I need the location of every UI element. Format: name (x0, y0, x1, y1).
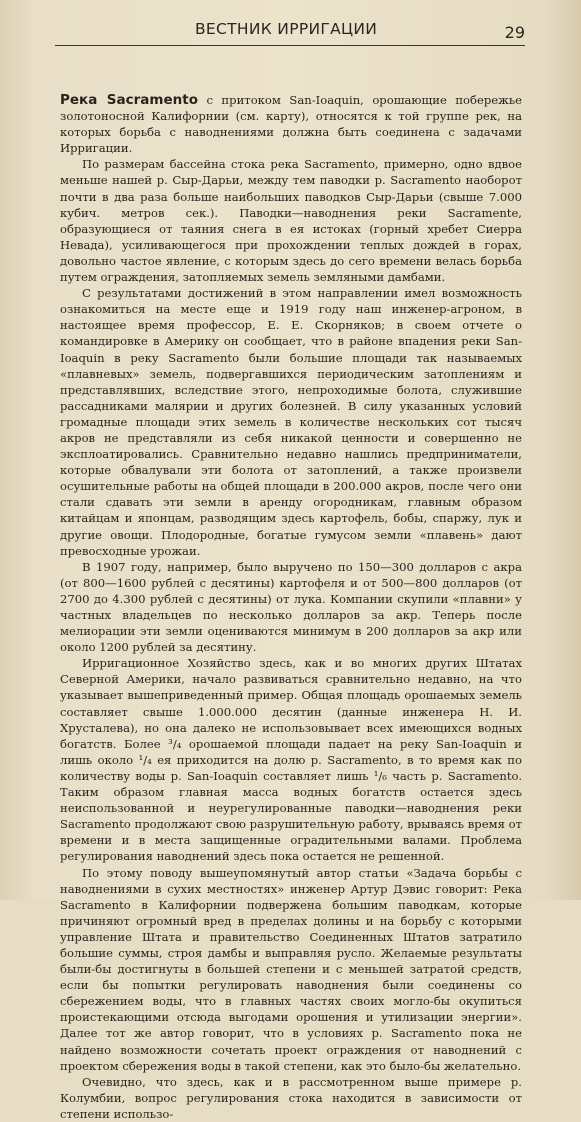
paragraph: Очевидно, что здесь, как и в рассмотренном выше примере р. Колумбии, вопрос регулирования стока находится в зависимости от степени использо- (60, 1074, 522, 1121)
paragraph: По размерам бассейна стока река Sacramento, примерно, одно вдвое меньше нашей р. Сыр-Дарьи, между тем паводки р. Sacramento наоборот почти в два раза больше наибольших паводков Сыр-Дарьи (свыше 7.000 кубич. метров сек.). Паводки—наводнения реки Sacramente, образующиеся от таяния снега в ея истоках (горный хребет Сиерра Невада), усиливающегося при прохождении теплых дождей в горах, довольно частое явление, с которым здесь до сего времени велась борьба путем ограждения, затопляемых земель земляными дамбами. (60, 157, 522, 285)
running-head: ВЕСТНИК ИРРИГАЦИИ (195, 20, 378, 38)
article-body (60, 92, 522, 1122)
page-header (55, 14, 525, 44)
lead-paragraph (60, 92, 522, 156)
paragraph: С результатами достижений в этом направлении имел возможность ознакомиться на месте еще и 1919 году наш инженер-агроном, в настоящее время профессор, Е. Е. Скорняков; в своем отчете о командировке в Америку он сообщает, что в районе впадения реки San-Ioaquin в реку Sacramento были большие площади так называемых «плавневых» земель, подвергавшихся периодическим затоплениям и представлявших, вследствие этого, непроходимые болота, служившие рассадниками малярии и других болезней. В силу указанных условий громадные площади этих земель в количестве нескольких сот тысяч акров не представляли из себя никакой ценности и совершенно не эксплоатировались. Сравнительно недавно нашлись предприниматели, которые обвалували эти болота от затоплений, а также произвели осушительные работы на общей площади в 200.000 акров, после чего они стали сдавать эти земли в аренду огородникам, главным образом китайцам и японцам, разводящим здесь картофель, бобы, спаржу, лук и другие овощи. Плодородные, богатые гумусом земли «плавень» дают превосходные урожаи. (60, 286, 522, 558)
paragraph: По этому поводу вышеупомянутый автор статьи «Задача борьбы с наводнениями в сухих местностях» инженер Артур Дэвис говорит: Река Sacramento в Калифорнии подвержена большим паводкам, которые причиняют огромный вред в пределах долины и на борьбу с которыми управление Штата и правительство Соединенных Штатов затратило большие суммы, строя дамбы и выправляя русло. Желаемые результаты были-бы достигнуты в большей степени и с меньшей затратой средств, если бы попытки регулировать наводнения были соединены со сбережением воды, что в главных частях своих могло-бы окупиться проистекающими отсюда выгодами орошения и утилизации энергии». Далее тот же автор говорит, что в условиях р. Sacramento пока не найдено возможности сочетать проект ограждения от наводнений с проектом сбережения воды в такой степени, как это было-бы желательно. (60, 865, 522, 1073)
lead-title: Река Sacramento (60, 92, 198, 108)
lead-paragraph-text: с притоком San-Ioaquin, орошающие побережье золотоносной Калифорнии (см. карту), относятся к той группе рек, на которых борьба с наводнениями должна быть соединена с задачами Ирригации. (60, 93, 522, 156)
page-number: 29 (504, 23, 525, 42)
header-rule (55, 45, 525, 46)
paragraph: В 1907 году, например, было выручено по 150—300 долларов с акра (от 800—1600 рублей с десятины) картофеля и от 500—800 долларов (от 2700 до 4.300 рублей с десятины) от лука. Компании скупили «плавни» у частных владельцев по несколько долларов за акр. Теперь после мелиорации эти земли оцениваются минимум в 200 долларов за акр или около 1200 рублей за десятину. (60, 559, 522, 655)
paragraph: Ирригационное Хозяйство здесь, как и во многих других Штатах Северной Америки, начало развиваться сравнительно недавно, на что указывает вышеприведенный пример. Общая площадь орошаемых земель составляет свыше 1.000.000 десятин (данные инженера Н. И. Хрусталева), но она далеко не использовывает всех имеющихся водных богатств. Более ³/₄ орошаемой площади падает на реку San-Ioaquin и лишь около ¹/₄ ея приходится на долю р. Sacramento, в то время как по количеству воды р. San-Ioaquin составляет лишь ¹/₆ часть р. Sacramento. Таким образом главная масса водных богатств остается здесь неиспользованной и неурегулированные паводки—наводнения реки Sacramento продолжают свою разрушительную работу, врываясь время от времени и в места защищенные оградительными валами. Проблема регулирования наводнений здесь пока остается не решенной. (60, 656, 522, 864)
